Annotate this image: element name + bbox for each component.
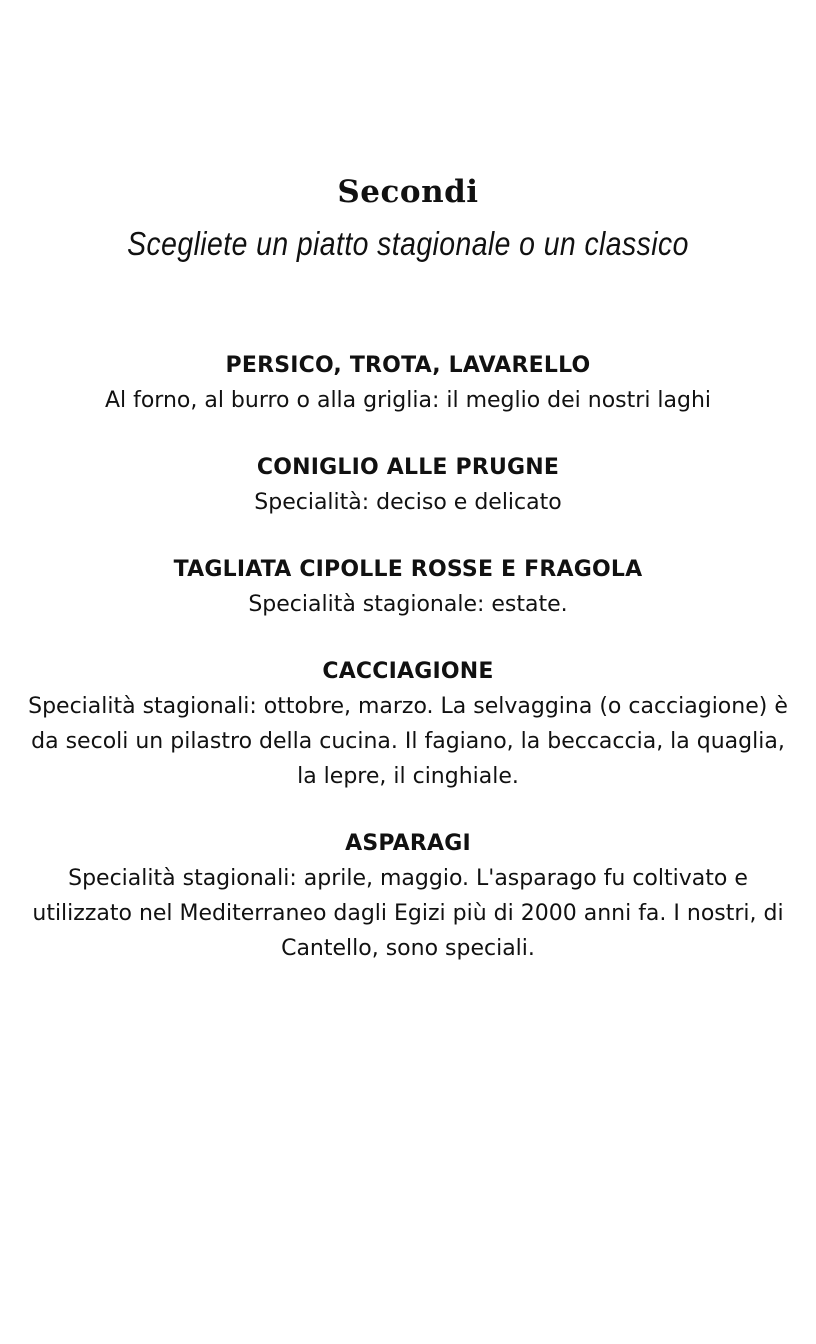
dish-item xyxy=(22,348,794,418)
dish-description: Specialità stagionali: aprile, maggio. L'asparago fu coltivato e utilizzato nel Mediterraneo dagli Egizi più di 2000 anni fa. I nostri, di Cantello, sono speciali. xyxy=(32,866,784,961)
dish-name: CACCIAGIONE xyxy=(322,659,494,684)
dish-name: TAGLIATA CIPOLLE ROSSE E FRAGOLA xyxy=(173,557,643,582)
dish-description: Al forno, al burro o alla griglia: il meglio dei nostri laghi xyxy=(104,388,712,413)
dish-item xyxy=(22,450,794,520)
dish-item xyxy=(22,826,794,966)
dish-name: CONIGLIO ALLE PRUGNE xyxy=(256,455,560,480)
page-title: Secondi xyxy=(337,174,479,210)
dish-description: Specialità stagionale: estate. xyxy=(248,592,568,617)
dish-name: ASPARAGI xyxy=(345,831,471,856)
dish-list xyxy=(22,348,794,998)
dish-description: Specialità stagionali: ottobre, marzo. La selvaggina (o cacciagione) è da secoli un pilastro della cucina. Il fagiano, la beccaccia, la quaglia, la lepre, il cinghiale. xyxy=(28,694,788,789)
page-subtitle: Scegliete un piatto stagionale o un classico xyxy=(127,225,689,262)
dish-name: PERSICO, TROTA, LAVARELLO xyxy=(225,353,591,378)
dish-item xyxy=(22,654,794,794)
dish-item xyxy=(22,552,794,622)
dish-description: Specialità: deciso e delicato xyxy=(254,490,562,515)
